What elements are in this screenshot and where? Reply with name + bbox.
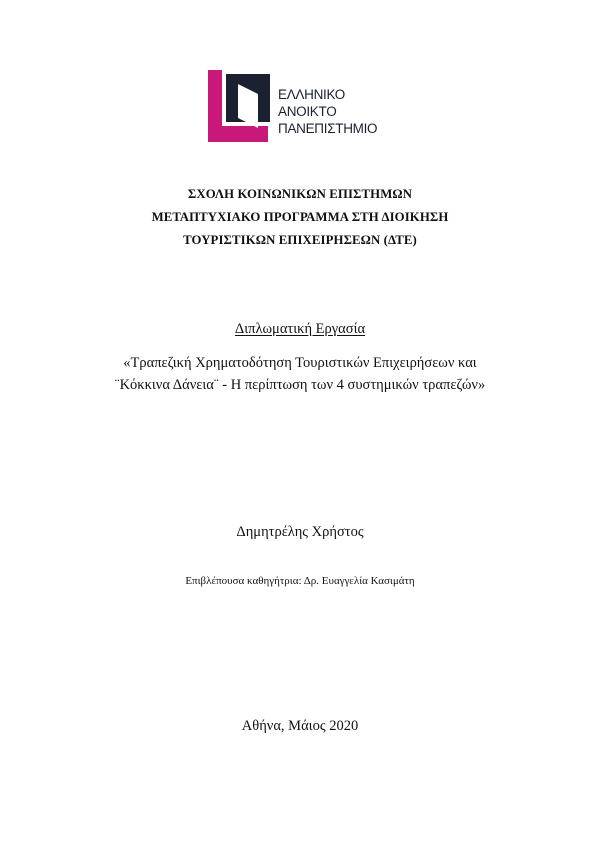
logo-text-line-3: ΠΑΝΕΠΙΣΤΗΜΙΟ bbox=[278, 121, 378, 136]
supervisor-line: Επιβλέπουσα καθηγήτρια: Δρ. Ευαγγελία Κασιμάτη bbox=[185, 575, 415, 587]
university-logo bbox=[208, 70, 398, 144]
program-name-line-2: ΤΟΥΡΙΣΤΙΚΩΝ ΕΠΙΧΕΙΡΗΣΕΩΝ (ΔΤΕ) bbox=[183, 233, 417, 247]
document-type-label bbox=[0, 321, 600, 338]
school-name: ΣΧΟΛΗ ΚΟΙΝΩΝΙΚΩΝ ΕΠΙΣΤΗΜΩΝ bbox=[187, 187, 413, 201]
author-name: Δημητρέλης Χρήστος bbox=[236, 524, 364, 540]
university-logo-mark bbox=[208, 70, 274, 144]
place-and-date: Αθήνα, Μάιος 2020 bbox=[241, 718, 359, 734]
document-type-text: Διπλωματική Εργασία bbox=[234, 321, 366, 337]
university-logo-text bbox=[278, 86, 377, 137]
thesis-title-line-2: ¨Κόκκινα Δάνεια¨ - Η περίπτωση των 4 συστημικών τραπεζών» bbox=[114, 377, 486, 393]
thesis-title-line-1: «Τραπεζική Χρηματοδότηση Τουριστικών Επιχειρήσεων και bbox=[123, 355, 477, 371]
program-name-line-1: ΜΕΤΑΠΤΥΧΙΑΚΟ ΠΡΟΓΡΑΜΜΑ ΣΤΗ ΔΙΟΙΚΗΣΗ bbox=[151, 210, 449, 224]
logo-text-line-2: ΑΝΟΙΚΤΟ bbox=[278, 104, 337, 119]
logo-text-line-1: ΕΛΛΗΝΙΚΟ bbox=[278, 87, 345, 102]
